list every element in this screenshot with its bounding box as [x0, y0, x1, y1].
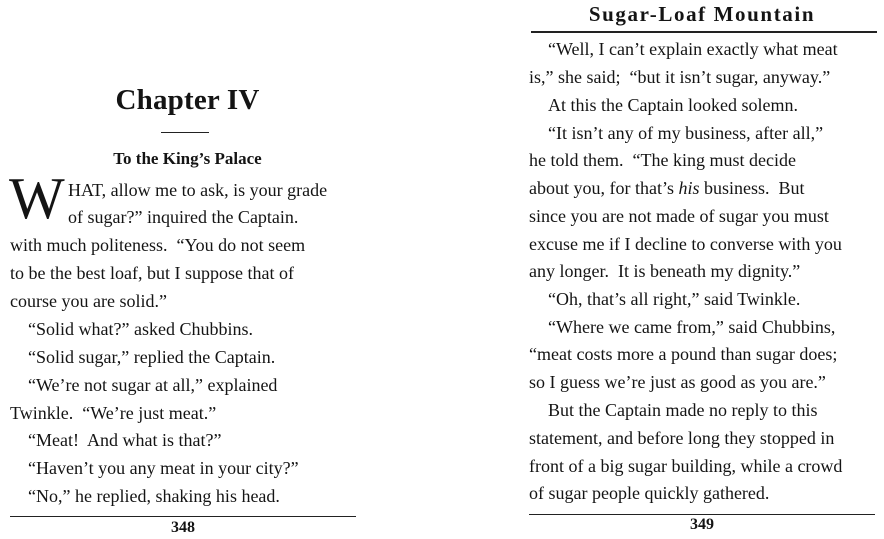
text-line: any longer. It is beneath my dignity.” — [529, 261, 801, 281]
text-line: with much politeness. “You do not seem — [10, 235, 306, 255]
drop-cap: W — [9, 165, 65, 231]
text-line: Twinkle. “We’re just meat.” — [10, 403, 217, 423]
title-divider — [161, 132, 209, 133]
chapter-subtitle: To the King’s Palace — [113, 149, 262, 168]
text-line: “meat costs more a pound than sugar does; — [529, 344, 838, 364]
text-line: so I guess we’re just as good as you are.” — [529, 372, 826, 392]
page-bottom-rule — [10, 516, 356, 517]
chapter-title: Chapter IV — [115, 84, 260, 116]
text-line: course you are solid.” — [10, 291, 167, 311]
text-line: “Oh, that’s all right,” said Twinkle. — [548, 289, 801, 309]
running-head: Sugar-Loaf Mountain — [588, 2, 816, 26]
text-line: “Solid sugar,” replied the Captain. — [28, 347, 276, 367]
text-line: “Solid what?” asked Chubbins. — [28, 319, 253, 339]
text-line: is,” she said; “but it isn’t sugar, anyway.” — [529, 67, 831, 87]
text-line: of sugar people quickly gathered. — [529, 483, 770, 503]
page-number: 349 — [690, 516, 714, 533]
text-line: “We’re not sugar at all,” explained — [28, 375, 278, 395]
text-line: excuse me if I decline to converse with you — [529, 234, 842, 254]
text-segment: business. But — [699, 178, 805, 198]
text-line — [529, 177, 805, 199]
text-line: HAT, allow me to ask, is your grade — [68, 180, 328, 200]
text-line: front of a big sugar building, while a crowd — [529, 456, 843, 476]
page-number: 348 — [171, 519, 195, 536]
text-line: “Meat! And what is that?” — [28, 430, 222, 450]
text-line: “Well, I can’t explain exactly what meat — [548, 39, 838, 59]
text-line: to be the best loaf, but I suppose that of — [10, 263, 294, 283]
text-line: he told them. “The king must decide — [529, 150, 796, 170]
text-segment: about you, for that’s — [529, 178, 679, 198]
text-line: since you are not made of sugar you must — [529, 206, 829, 226]
text-line: “Haven’t you any meat in your city?” — [28, 458, 299, 478]
page-bottom-rule — [529, 514, 875, 515]
text-line: But the Captain made no reply to this — [548, 400, 818, 420]
text-line: “Where we came from,” said Chubbins, — [548, 317, 836, 337]
text-line: statement, and before long they stopped in — [529, 428, 835, 448]
text-line: “No,” he replied, shaking his head. — [28, 486, 280, 506]
italic-word: his — [678, 178, 700, 198]
running-head-rule — [531, 31, 877, 33]
text-line: of sugar?” inquired the Captain. — [68, 207, 299, 227]
text-line: At this the Captain looked solemn. — [548, 95, 798, 115]
text-line: “It isn’t any of my business, after all,” — [548, 123, 824, 143]
